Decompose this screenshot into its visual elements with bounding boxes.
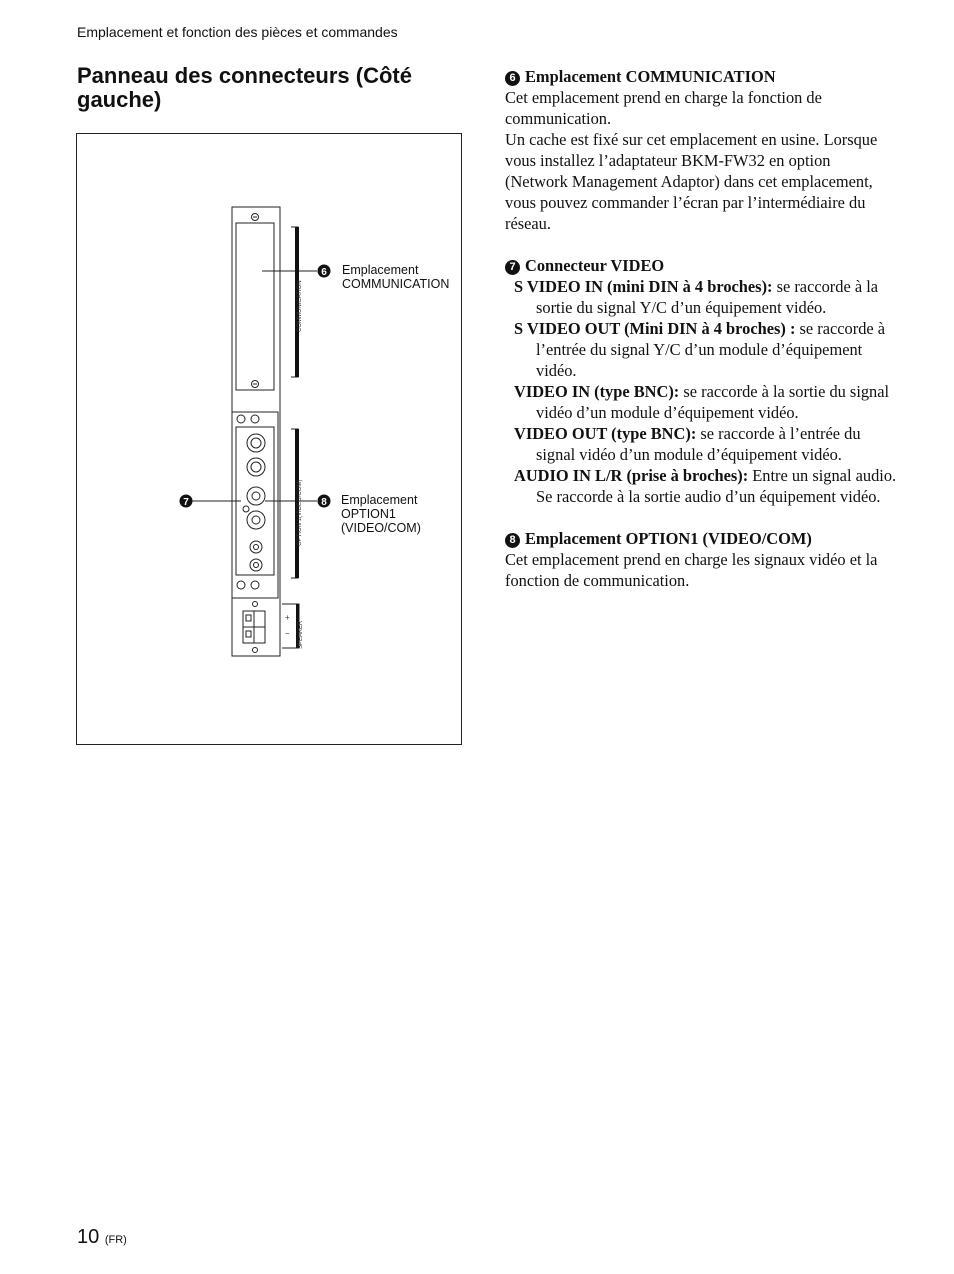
item-title: Connecteur VIDEO bbox=[525, 256, 665, 275]
callout-8-marker bbox=[318, 495, 331, 509]
connector-panel-figure bbox=[76, 133, 462, 745]
description-column bbox=[505, 66, 897, 612]
entry-video-out: VIDEO OUT (type BNC): se raccorde à l’entrée du signal vidéo d’un module d’équipement vidéo. bbox=[514, 424, 861, 464]
callout-7-number: 7 bbox=[183, 497, 189, 508]
callout-6-number: 6 bbox=[321, 267, 327, 278]
audio-in-r-jack-icon bbox=[250, 559, 262, 571]
running-header: Emplacement et fonction des pièces et commandes bbox=[77, 24, 398, 40]
section-title: Panneau des connecteurs (Côté gauche) bbox=[77, 63, 412, 112]
item-title: Emplacement OPTION1 (VIDEO/COM) bbox=[525, 529, 812, 548]
panel-label-communication: COMMUNICATION bbox=[297, 280, 303, 332]
video-out-bnc-icon bbox=[247, 511, 265, 529]
item-number-badge: 7 bbox=[505, 260, 520, 275]
audio-in-l-jack-icon bbox=[250, 541, 262, 553]
callout-8-number: 8 bbox=[321, 497, 327, 508]
s-video-out-jack-icon bbox=[247, 458, 265, 476]
speaker-minus-label: − bbox=[285, 629, 290, 638]
s-video-in-jack-icon bbox=[247, 434, 265, 452]
item-option1 bbox=[505, 528, 897, 591]
slot-screw-icon bbox=[237, 415, 245, 423]
video-in-bnc-icon bbox=[247, 487, 265, 505]
page-number: 10 (FR) bbox=[77, 1226, 127, 1248]
callout-6-marker bbox=[318, 265, 331, 279]
item-paragraph: Cet emplacement prend en charge les signaux vidéo et la fonction de communication. bbox=[505, 550, 878, 590]
panel-label-speaker: SPEAKER bbox=[298, 620, 304, 649]
callout-7-marker bbox=[180, 495, 193, 509]
item-number-badge: 8 bbox=[505, 533, 520, 548]
item-paragraph: Un cache est fixé sur cet emplacement en usine. Lorsque vous installez l’adaptateur BKM-FW32 en option (Network Management Adaptor) dans cet emplacement, vous pouvez commander l’écran par l’intermédiaire du réseau. bbox=[505, 130, 878, 233]
entry-s-video-out: S VIDEO OUT (Mini DIN à 4 broches) : se raccorde à l’entrée du signal Y/C d’un module d’équipement vidéo. bbox=[514, 319, 886, 380]
speaker-plus-label: + bbox=[285, 613, 290, 622]
connector-panel-drawing bbox=[77, 134, 463, 746]
callout-6-label: Emplacement COMMUNICATION bbox=[342, 263, 450, 291]
panel-label-option1: OPTION 1(VIDEO/COM) bbox=[297, 479, 303, 546]
item-video-connector bbox=[505, 255, 897, 507]
language-code: (FR) bbox=[104, 1234, 127, 1246]
item-title: Emplacement COMMUNICATION bbox=[525, 67, 776, 86]
entry-s-video-in: S VIDEO IN (mini DIN à 4 broches): se raccorde à la sortie du signal Y/C d’un équipement vidéo. bbox=[514, 277, 879, 317]
item-paragraph: Cet emplacement prend en charge la fonction de communication. bbox=[505, 88, 822, 128]
item-communication bbox=[505, 66, 897, 234]
entry-audio-in: AUDIO IN L/R (prise à broches): Entre un signal audio. Se raccorde à la sortie audio d’un équipement vidéo. bbox=[514, 466, 897, 506]
communication-slot bbox=[236, 223, 274, 390]
item-number-badge: 6 bbox=[505, 71, 520, 86]
entry-video-in: VIDEO IN (type BNC): se raccorde à la sortie du signal vidéo d’un module d’équipement vidéo. bbox=[514, 382, 890, 422]
callout-8-label: Emplacement OPTION1 (VIDEO/COM) bbox=[341, 493, 421, 535]
